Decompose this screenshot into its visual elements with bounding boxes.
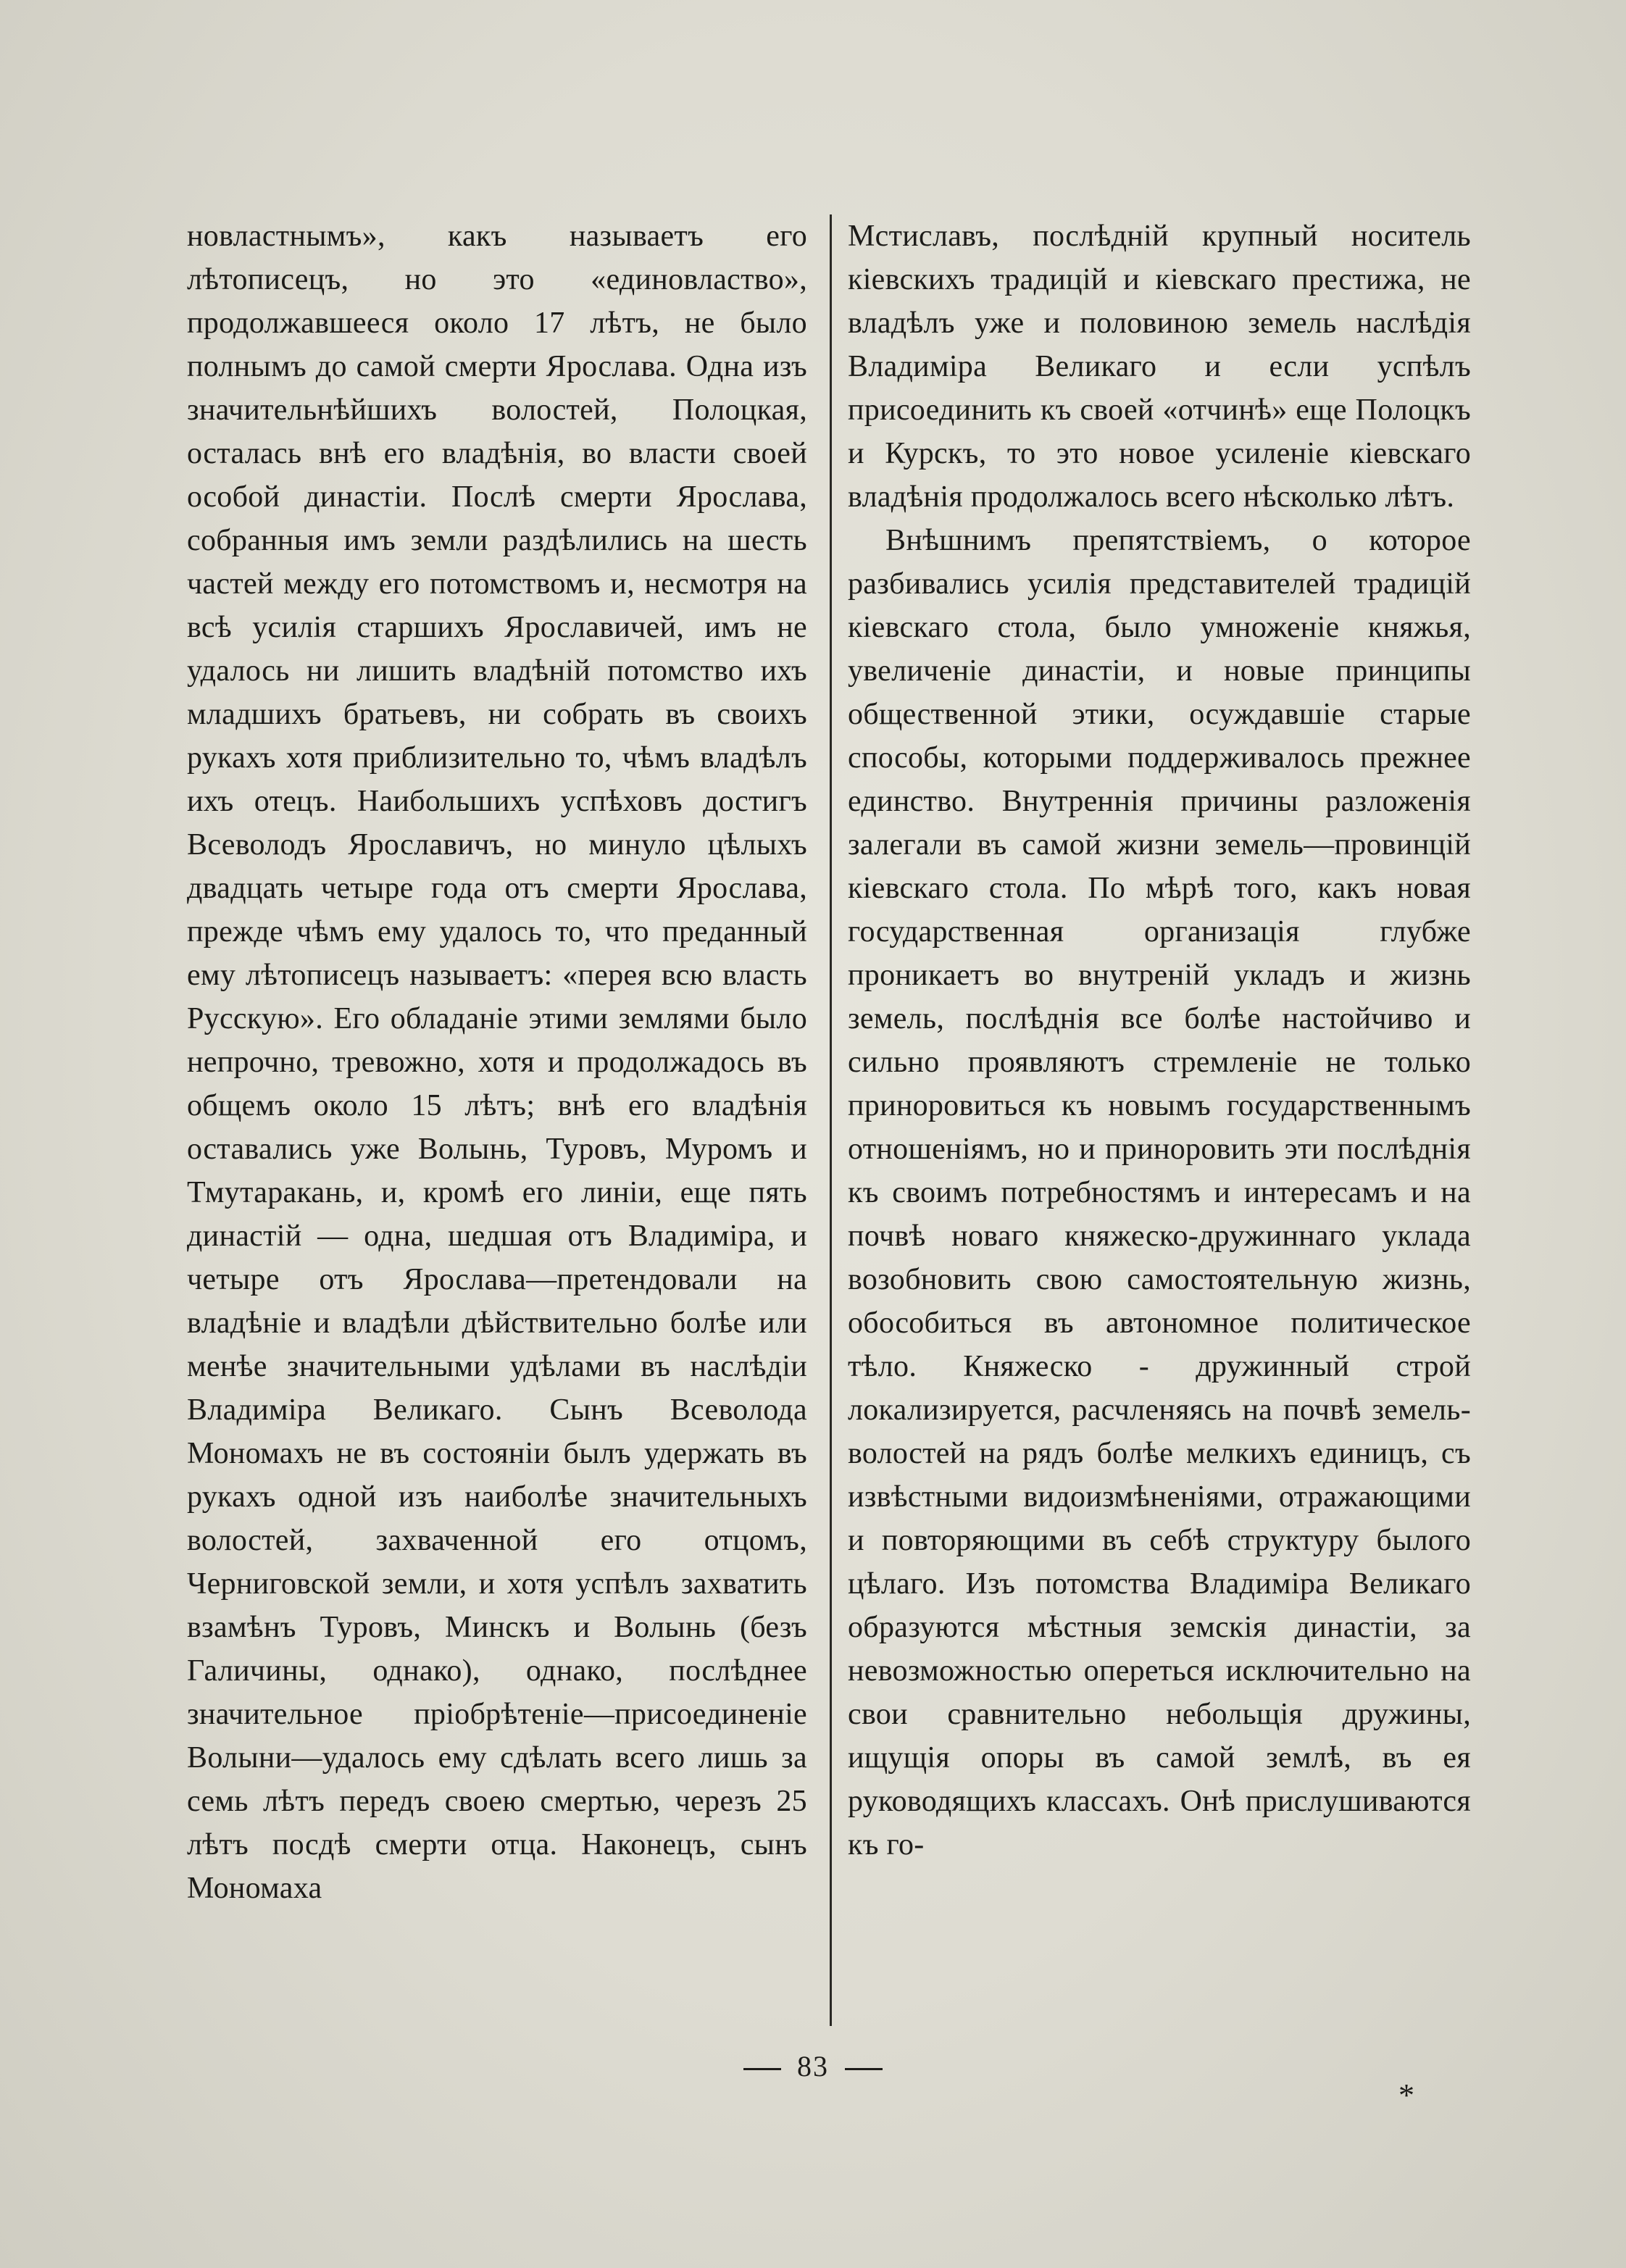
folio-dash-left <box>743 2068 781 2070</box>
left-paragraph-1: новластнымъ», какъ называетъ его лѣтописецъ, но это «единовластво», продолжавшееся около 17 лѣтъ, не было полнымъ до самой смерти Ярослава. Одна изъ значительнѣйшихъ волостей, Полоцкая, осталась внѣ его владѣнія, во власти своей особой династіи. Послѣ смерти Ярослава, собранныя имъ земли раздѣлились на шесть частей между его потомствомъ и, несмотря на всѣ усилія старшихъ Ярославичей, имъ не удалось ни лишить владѣній потомство ихъ младшихъ братьевъ, ни собрать въ своихъ рукахъ хотя приблизительно то, чѣмъ владѣлъ ихъ отецъ. Наибольшихъ успѣховъ достигъ Всеволодъ Ярославичъ, но минуло цѣлыхъ двадцать четыре года отъ смерти Ярослава, прежде чѣмъ ему удалось то, что преданный ему лѣтописецъ называетъ: «перея всю власть Русскую». Его обладаніе этими землями было непрочно, тревожно, хотя и продолжадось въ общемъ около 15 лѣтъ; внѣ его владѣнія оставались уже Волынь, Туровъ, Муромъ и Тмутаракань, и, кромѣ его линіи, еще пять династій — одна, шедшая отъ Владиміра, и четыре отъ Ярослава—претендовали на владѣніе и владѣли дѣйствительно болѣе или менѣе значительными удѣлами въ наслѣдіи Владиміра Великаго. Сынъ Всеволода Мономахъ не въ состояніи былъ удержать въ рукахъ одной изъ наиболѣе значительныхъ волостей, захваченной его отцомъ, Черниговской земли, и хотя успѣлъ захватить взамѣнъ Туровъ, Минскъ и Волынь (безъ Галичины, однако), однако, послѣднее значительное пріобрѣтеніе—присоединеніе Волыни—удалось ему сдѣлать всего лишь за семь лѣтъ передъ своею смертью, черезъ 25 лѣтъ посдѣ смерти отца. Наконецъ, сынъ Мономаха <box>187 220 807 1905</box>
right-text-column <box>848 214 1471 1867</box>
page-footer <box>0 2049 1626 2083</box>
left-text-column <box>187 214 807 1910</box>
right-paragraph-2: Внѣшнимъ препятствіемъ, о которое разбивались усилія представителей традицій кіевскаго стола, было умноженіе княжья, увеличеніе династіи, и новые принципы общественной этики, осуждавшіе старые способы, которыми поддерживалось прежнее единство. Внутреннія причины разложенія залегали въ самой жизни земель—провинцій кіевскаго стола. По мѣрѣ того, какъ новая государственная организація глубже проникаетъ во внутреній укладъ и жизнь земель, послѣднія все болѣе настойчиво и сильно проявляютъ стремленіе не только приноровиться къ новымъ государственнымъ отношеніямъ, но и приноровить эти послѣднія къ своимъ потребностямъ и интересамъ и на почвѣ новаго княжеско-дружиннаго уклада возобновить свою самостоятельную жизнь, обособиться въ автономное политическое тѣло. Княжеско - дружинный строй локализируется, расчленяясь на почвѣ земель-волостей на рядъ болѣе мелкихъ единицъ, съ извѣстными видоизмѣненіями, отражающими и повторяющими въ себѣ структуру былого цѣлаго. Изъ потомства Владиміра Великаго образуются мѣстныя земскія династіи, за невозможностью опереться исключительно на свои сравнительно небольщія дружины, ищущія опоры въ самой землѣ, въ ея руководящихъ классахъ. Онѣ прислушиваются къ го- <box>848 524 1471 1861</box>
asterisk-ornament: * <box>1398 2077 1414 2113</box>
page-number: 83 <box>797 2050 829 2083</box>
right-paragraph-1: Мстиславъ, послѣдній крупный носитель кіевскихъ традицій и кіевскаго престижа, не владѣлъ уже и половиною земель наслѣдія Владиміра Великаго и если успѣлъ присоединить къ своей «отчинѣ» еще Полоцкъ и Курскъ, то это новое усиленіе кіевскаго владѣнія продолжалось всего нѣсколько лѣтъ. <box>848 220 1471 514</box>
column-divider <box>830 214 832 2026</box>
folio-dash-right <box>845 2068 883 2070</box>
